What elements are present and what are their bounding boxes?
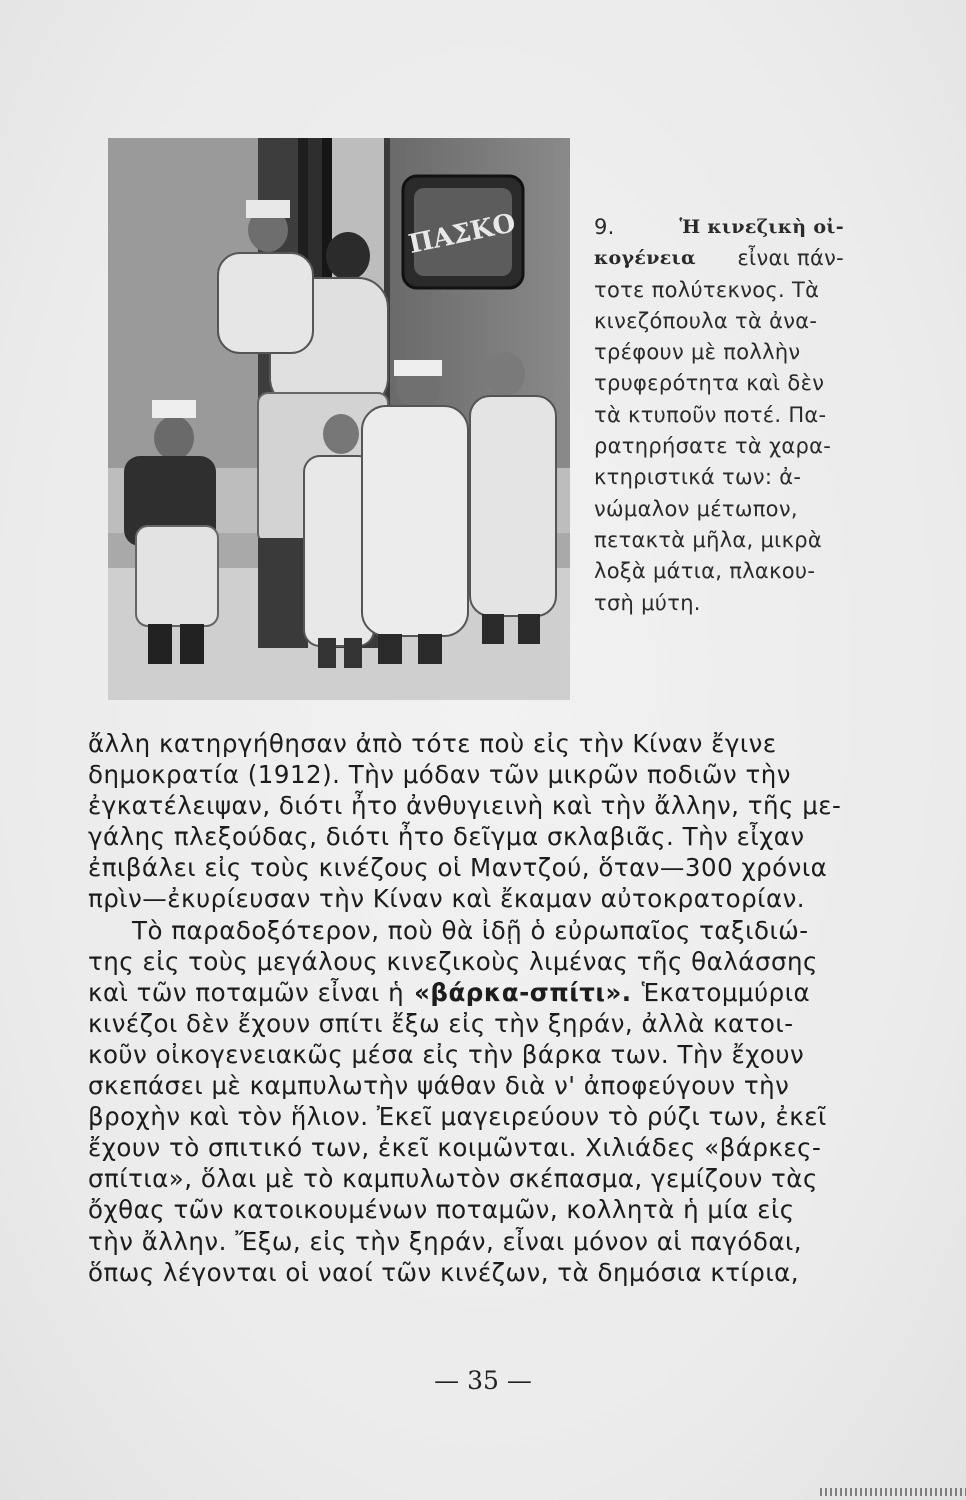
body-line: κινέζοι δὲν ἔχουν σπίτι ἔξω εἰς τὴν ξηράν, ἀλλὰ κατοι- [88, 1008, 794, 1038]
body-line: πρὶν—ἐκυρίευσαν τὴν Κίναν καὶ ἔκαμαν αὐτοκρατορίαν. [88, 884, 806, 914]
caption-line: τὰ κτυποῦν ποτέ. Πα- [594, 402, 827, 427]
body-line: σπίτια», ὅλαι μὲ τὸ καμπυλωτὸν σκέπασμα, γεμίζουν τὰς [88, 1164, 818, 1194]
caption-title-cont: κογένεια [594, 247, 696, 270]
caption-number: 9. [594, 215, 615, 239]
body-line: ἔχουν τὸ σπιτικό των, ἐκεῖ κοιμῶνται. Χιλιάδες «βάρκες- [88, 1133, 822, 1163]
caption-line: τοτε πολύτεκνος. Τὰ [594, 277, 820, 302]
body-line: ἄλλη κατηργήθησαν ἀπὸ τότε ποὺ εἰς τὴν Κίναν ἔγινε [88, 729, 777, 758]
page-edge-texture [820, 1488, 966, 1496]
caption-line: τρυφερότητα καὶ δὲν [594, 371, 825, 396]
caption-line: λοξὰ μάτια, πλακου- [594, 559, 816, 584]
body-line: δημοκρατία (1912). Τὴν μόδαν τῶν μικρῶν ποδιῶν τὴν [88, 760, 791, 790]
caption-line: κινεζόπουλα τὰ ἀνα- [594, 308, 818, 333]
caption-line-text: εἶναι πάν- [737, 246, 844, 271]
body-line: ἐγκατέλειψαν, διότι ἦτο ἀνθυγιεινὴ καὶ τὴν ἄλλην, τῆς με- [88, 791, 842, 821]
body-line: ὅπως λέγονται οἱ ναοί τῶν κινέζων, τὰ δημόσια κτίρια, [88, 1257, 800, 1287]
emphasis-term: «βάρκα-σπίτι». [414, 977, 632, 1007]
caption-line: τρέφουν μὲ πολλὴν [594, 340, 801, 365]
body-line: της εἰς τοὺς μεγάλους κινεζικοὺς λιμένας τῆς θαλάσσης [88, 946, 818, 976]
caption-title-line [594, 212, 844, 243]
caption-line: νώμαλον μέτωπον, [594, 496, 798, 521]
caption-line: πετακτὰ μῆλα, μικρὰ [594, 527, 823, 552]
body-line: γάλης πλεξούδας, διότι ἦτο δεῖγμα σκλαβιᾶς. Τὴν εἶχαν [88, 822, 805, 852]
body-line: σκεπάσει μὲ καμπυλωτὴν ψάθαν διὰ ν' ἀποφεύγουν τὴν [88, 1071, 790, 1101]
shop-sign-text: ΠΑΣΚΟ [406, 208, 519, 261]
body-line: ἐπιβάλει εἰς τοὺς κινέζους οἱ Μαντζού, ὅταν—300 χρόνια [88, 853, 828, 883]
body-line-text: Ἑκατομμύρια [641, 977, 811, 1007]
caption-line: τσὴ μύτη. [594, 590, 701, 615]
body-line: κοῦν οἰκογενειακῶς μέσα εἰς τὴν βάρκα των. Τὴν ἔχουν [88, 1039, 805, 1069]
caption-title: Ἡ κινεζικὴ οἰ- [679, 216, 844, 238]
caption-line: κτηριστικά των: ἀ- [594, 465, 802, 490]
body-text [88, 728, 840, 1288]
body-line-text: καὶ τῶν ποταμῶν εἶναι ἡ [88, 977, 405, 1007]
caption-line [594, 243, 844, 274]
family-photograph [108, 138, 570, 700]
body-line-with-emphasis [88, 977, 840, 1008]
body-line: βροχὴν καὶ τὸν ἥλιον. Ἐκεῖ μαγειρεύουν τὸ ρύζι των, ἐκεῖ [88, 1102, 827, 1132]
photo-caption [594, 212, 844, 619]
body-line: ὄχθας τῶν κατοικουμένων ποταμῶν, κολλητὰ ἡ μία εἰς [88, 1195, 795, 1225]
caption-line: ρατηρήσατε τὰ χαρα- [594, 434, 832, 459]
photo-illustration [108, 138, 570, 700]
body-line: τὴν ἄλλην. Ἔξω, εἰς τὴν ξηράν, εἶναι μόνον αἱ παγόδαι, [88, 1226, 803, 1256]
shop-sign [403, 176, 523, 288]
body-line-indented: Τὸ παραδοξότερον, ποὺ θὰ ἰδῇ ὁ εὐρωπαῖος ταξιδιώ- [132, 915, 809, 945]
page-number: — 35 — [434, 1366, 532, 1395]
